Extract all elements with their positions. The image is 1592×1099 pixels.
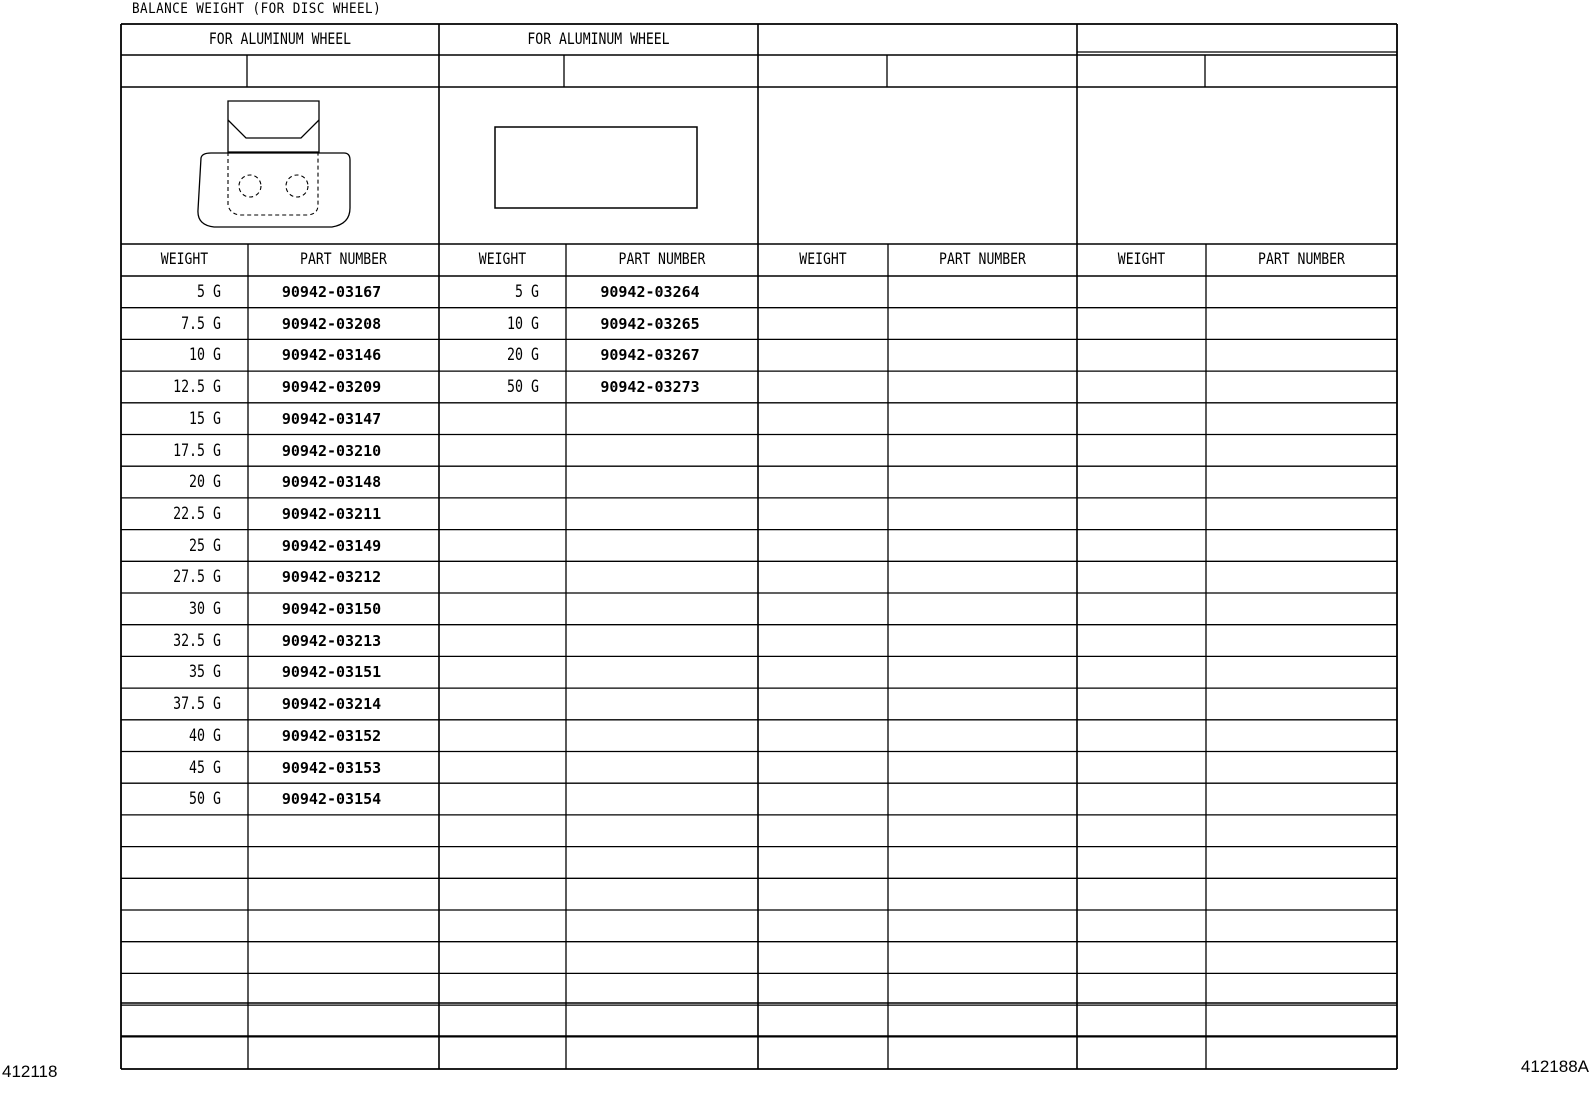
- weight-clip-outline: [228, 101, 319, 152]
- weight-value: 17.5 G: [173, 440, 221, 461]
- drawing-code-left: 412118: [2, 1062, 58, 1081]
- part-number-value: 90942-03211: [281, 504, 382, 523]
- weight-value: 32.5 G: [173, 630, 221, 651]
- part-number-value: 90942-03210: [281, 441, 382, 460]
- weight-clip-hidden-line: [228, 152, 318, 215]
- weight-value: 27.5 G: [173, 567, 221, 588]
- adhesive-weight-outline: [495, 127, 697, 208]
- part-number-value: 90942-03154: [281, 790, 382, 809]
- weight-value: 5 G: [197, 282, 221, 302]
- weight-value: 37.5 G: [173, 694, 221, 715]
- weight-value: 50 G: [189, 789, 221, 810]
- weight-value: 5 G: [515, 282, 539, 302]
- weight-value: 35 G: [189, 662, 221, 683]
- part-number-value: 90942-03273: [600, 378, 700, 397]
- weight-body-outline: [198, 153, 350, 227]
- weight-value: 22.5 G: [173, 503, 221, 524]
- part-number-value: 90942-03214: [281, 695, 382, 714]
- weight-value: 25 G: [189, 535, 221, 556]
- part-number-value: 90942-03151: [281, 663, 382, 682]
- weight-value: 7.5 G: [181, 313, 221, 334]
- part-number-value: 90942-03153: [281, 758, 382, 777]
- weight-value: 15 G: [189, 408, 221, 429]
- group-heading: FOR ALUMINUM WHEEL: [527, 29, 670, 48]
- part-number-column-header: PART NUMBER: [300, 249, 387, 268]
- part-number-value: 90942-03265: [600, 314, 700, 333]
- weight-value: 12.5 G: [173, 377, 221, 398]
- part-number-value: 90942-03167: [281, 283, 382, 301]
- weight-hole-right: [286, 175, 308, 197]
- part-number-column-header: PART NUMBER: [1258, 249, 1345, 268]
- part-number-column-header: PART NUMBER: [618, 249, 706, 268]
- weight-value: 20 G: [507, 345, 539, 366]
- weight-value: 40 G: [189, 725, 221, 746]
- part-number-value: 90942-03147: [281, 409, 382, 428]
- weight-value: 30 G: [189, 599, 221, 619]
- part-number-value: 90942-03152: [281, 726, 382, 745]
- part-number-value: 90942-03209: [281, 378, 382, 397]
- drawing-code-right: 412188A: [1520, 1057, 1589, 1076]
- weight-column-header: WEIGHT: [1117, 249, 1166, 268]
- weight-value: 20 G: [189, 472, 221, 493]
- weight-value: 10 G: [189, 345, 221, 366]
- part-number-value: 90942-03212: [281, 568, 382, 587]
- part-number-value: 90942-03213: [281, 631, 382, 650]
- part-number-value: 90942-03150: [281, 600, 382, 618]
- weight-column-header: WEIGHT: [799, 249, 847, 268]
- group-heading: FOR ALUMINUM WHEEL: [208, 29, 352, 48]
- weight-column-header: WEIGHT: [160, 249, 209, 268]
- part-number-value: 90942-03149: [281, 536, 382, 555]
- weight-value: 50 G: [507, 377, 539, 398]
- weight-hole-left: [239, 175, 261, 197]
- part-number-value: 90942-03264: [600, 283, 700, 301]
- part-number-value: 90942-03148: [281, 473, 382, 492]
- weight-column-header: WEIGHT: [478, 249, 527, 268]
- weight-clip-fold: [228, 120, 319, 138]
- part-number-value: 90942-03208: [281, 314, 382, 333]
- part-number-value: 90942-03267: [600, 346, 700, 365]
- part-number-value: 90942-03146: [281, 346, 382, 365]
- page-title: BALANCE WEIGHT (FOR DISC WHEEL): [132, 1, 382, 17]
- weight-value: 45 G: [189, 757, 221, 778]
- weight-value: 10 G: [507, 313, 539, 334]
- part-number-column-header: PART NUMBER: [939, 249, 1026, 268]
